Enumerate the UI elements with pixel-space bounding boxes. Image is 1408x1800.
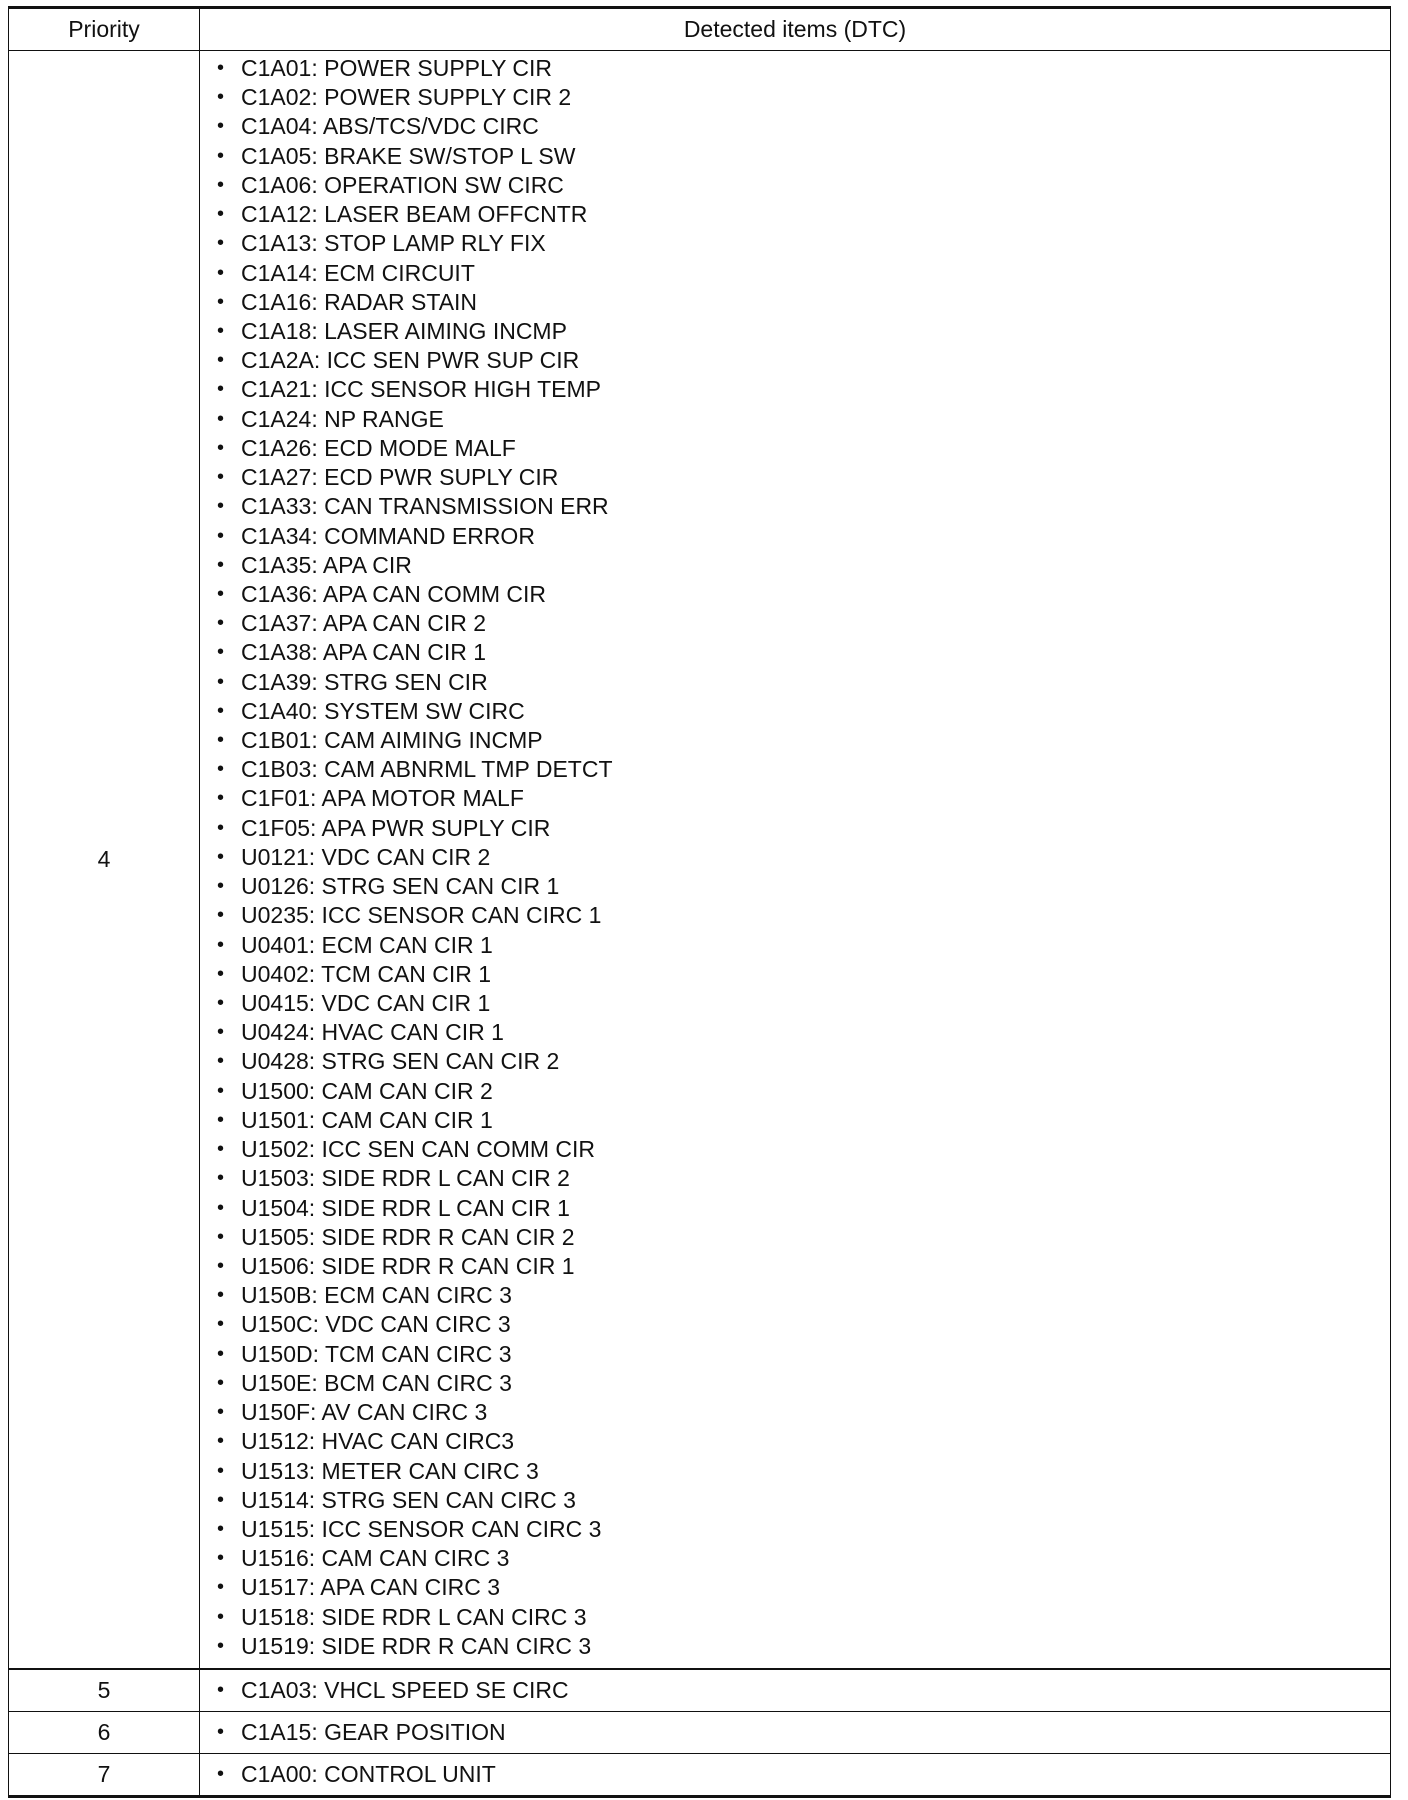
- list-item: [200, 463, 1390, 492]
- dtc-item-text: C1A15: GEAR POSITION: [241, 1718, 506, 1745]
- items-column-header: Detected items (DTC): [200, 8, 1391, 51]
- dtc-list: [200, 1760, 1390, 1789]
- list-item: [200, 814, 1390, 843]
- dtc-item-text: U0235: ICC SENSOR CAN CIRC 1: [241, 902, 602, 929]
- bullet-icon: •: [217, 1634, 225, 1657]
- dtc-item-text: U1505: SIDE RDR R CAN CIR 2: [241, 1223, 575, 1250]
- list-item: [200, 1573, 1390, 1602]
- priority-column-header: Priority: [9, 8, 200, 51]
- bullet-icon: •: [217, 933, 225, 956]
- list-item: [200, 492, 1390, 521]
- list-item: [200, 1515, 1390, 1544]
- list-item: [200, 1281, 1390, 1310]
- dtc-item-text: C1A03: VHCL SPEED SE CIRC: [241, 1676, 569, 1703]
- list-item: [200, 1603, 1390, 1632]
- list-item: [200, 1252, 1390, 1281]
- list-item: [200, 434, 1390, 463]
- priority-cell: 5: [9, 1669, 200, 1712]
- list-item: [200, 755, 1390, 784]
- bullet-icon: •: [217, 1762, 225, 1785]
- dtc-item-text: C1A18: LASER AIMING INCMP: [241, 317, 567, 344]
- bullet-icon: •: [217, 1167, 225, 1190]
- list-item: [200, 1194, 1390, 1223]
- bullet-icon: •: [217, 612, 225, 635]
- list-item: [200, 1632, 1390, 1661]
- dtc-item-text: C1A40: SYSTEM SW CIRC: [241, 697, 525, 724]
- dtc-item-text: U1512: HVAC CAN CIRC3: [241, 1428, 515, 1455]
- dtc-item-text: U1500: CAM CAN CIR 2: [241, 1077, 493, 1104]
- list-item: [200, 609, 1390, 638]
- bullet-icon: •: [217, 173, 225, 196]
- dtc-item-text: U1504: SIDE RDR L CAN CIR 1: [241, 1194, 570, 1221]
- dtc-item-text: C1F01: APA MOTOR MALF: [241, 785, 524, 812]
- dtc-item-text: C1A04: ABS/TCS/VDC CIRC: [241, 113, 539, 140]
- list-item: [200, 375, 1390, 404]
- table-row: [9, 51, 1391, 1670]
- bullet-icon: •: [217, 582, 225, 605]
- list-item: [200, 346, 1390, 375]
- list-item: [200, 1486, 1390, 1515]
- dtc-item-text: U1519: SIDE RDR R CAN CIRC 3: [241, 1632, 592, 1659]
- dtc-item-text: C1A05: BRAKE SW/STOP L SW: [241, 142, 576, 169]
- list-item: [200, 1223, 1390, 1252]
- priority-cell: 7: [9, 1754, 200, 1797]
- list-item: [200, 1018, 1390, 1047]
- dtc-item-text: U1515: ICC SENSOR CAN CIRC 3: [241, 1515, 602, 1542]
- dtc-item-text: C1A2A: ICC SEN PWR SUP CIR: [241, 347, 580, 374]
- bullet-icon: •: [217, 144, 225, 167]
- list-item: [200, 872, 1390, 901]
- list-item: [200, 83, 1390, 112]
- dtc-item-text: U1503: SIDE RDR L CAN CIR 2: [241, 1165, 570, 1192]
- bullet-icon: •: [217, 904, 225, 927]
- table-row: [9, 1754, 1391, 1797]
- dtc-item-text: U1501: CAM CAN CIR 1: [241, 1106, 493, 1133]
- bullet-icon: •: [217, 553, 225, 576]
- bullet-icon: •: [217, 1547, 225, 1570]
- table-row: [9, 1669, 1391, 1712]
- list-item: [200, 1310, 1390, 1339]
- detected-items-cell: [200, 51, 1391, 1670]
- list-item: [200, 1457, 1390, 1486]
- list-item: [200, 726, 1390, 755]
- dtc-item-text: U1518: SIDE RDR L CAN CIRC 3: [241, 1603, 587, 1630]
- bullet-icon: •: [217, 1459, 225, 1482]
- list-item: [200, 1369, 1390, 1398]
- dtc-list: [200, 1676, 1390, 1705]
- dtc-item-text: C1F05: APA PWR SUPLY CIR: [241, 814, 551, 841]
- dtc-item-text: C1A06: OPERATION SW CIRC: [241, 171, 564, 198]
- dtc-item-text: U0428: STRG SEN CAN CIR 2: [241, 1048, 560, 1075]
- table-row: [9, 1712, 1391, 1754]
- detected-items-cell: [200, 1712, 1391, 1754]
- bullet-icon: •: [217, 1488, 225, 1511]
- list-item: [200, 989, 1390, 1018]
- bullet-icon: •: [217, 57, 225, 79]
- list-item: [200, 1106, 1390, 1135]
- dtc-item-text: C1A37: APA CAN CIR 2: [241, 610, 487, 637]
- dtc-item-text: C1A02: POWER SUPPLY CIR 2: [241, 84, 572, 111]
- bullet-icon: •: [217, 378, 225, 401]
- list-item: [200, 697, 1390, 726]
- list-item: [200, 405, 1390, 434]
- bullet-icon: •: [217, 1678, 225, 1701]
- bullet-icon: •: [217, 1138, 225, 1161]
- dtc-item-text: U150D: TCM CAN CIRC 3: [241, 1340, 512, 1367]
- bullet-icon: •: [217, 466, 225, 489]
- list-item: [200, 1676, 1390, 1705]
- dtc-item-text: U150F: AV CAN CIRC 3: [241, 1399, 488, 1426]
- list-item: [200, 638, 1390, 667]
- bullet-icon: •: [217, 290, 225, 313]
- dtc-item-text: C1B01: CAM AIMING INCMP: [241, 727, 543, 754]
- bullet-icon: •: [217, 115, 225, 138]
- dtc-item-text: U1506: SIDE RDR R CAN CIR 1: [241, 1252, 575, 1279]
- bullet-icon: •: [217, 670, 225, 693]
- dtc-item-text: U150E: BCM CAN CIRC 3: [241, 1369, 512, 1396]
- dtc-item-text: U1502: ICC SEN CAN COMM CIR: [241, 1136, 596, 1163]
- bullet-icon: •: [217, 1576, 225, 1599]
- dtc-item-text: U150B: ECM CAN CIRC 3: [241, 1282, 512, 1309]
- bullet-icon: •: [217, 699, 225, 722]
- dtc-item-text: U0424: HVAC CAN CIR 1: [241, 1019, 504, 1046]
- bullet-icon: •: [217, 1342, 225, 1365]
- bullet-icon: •: [217, 232, 225, 255]
- detected-items-cell: [200, 1669, 1391, 1712]
- bullet-icon: •: [217, 1284, 225, 1307]
- bullet-icon: •: [217, 1050, 225, 1073]
- bullet-icon: •: [217, 816, 225, 839]
- list-item: [200, 317, 1390, 346]
- bullet-icon: •: [217, 319, 225, 342]
- bullet-icon: •: [217, 1605, 225, 1628]
- dtc-item-text: C1A01: POWER SUPPLY CIR: [241, 55, 553, 81]
- bullet-icon: •: [217, 349, 225, 372]
- dtc-item-text: C1A36: APA CAN COMM CIR: [241, 580, 547, 607]
- dtc-list: [200, 51, 1390, 1668]
- dtc-item-text: U1516: CAM CAN CIRC 3: [241, 1545, 510, 1572]
- dtc-item-text: U1514: STRG SEN CAN CIRC 3: [241, 1486, 576, 1513]
- list-item: [200, 1340, 1390, 1369]
- dtc-item-text: U150C: VDC CAN CIRC 3: [241, 1311, 511, 1338]
- table-body: [9, 51, 1391, 1797]
- bullet-icon: •: [217, 1196, 225, 1219]
- dtc-item-text: C1A21: ICC SENSOR HIGH TEMP: [241, 376, 601, 403]
- list-item: [200, 1544, 1390, 1573]
- dtc-item-text: C1A35: APA CIR: [241, 551, 412, 578]
- bullet-icon: •: [217, 495, 225, 518]
- list-item: [200, 200, 1390, 229]
- list-item: [200, 551, 1390, 580]
- list-item: [200, 1047, 1390, 1076]
- list-item: [200, 784, 1390, 813]
- list-item: [200, 142, 1390, 171]
- bullet-icon: •: [217, 1225, 225, 1248]
- bullet-icon: •: [217, 845, 225, 868]
- list-item: [200, 171, 1390, 200]
- dtc-item-text: U0126: STRG SEN CAN CIR 1: [241, 873, 560, 900]
- list-item: [200, 1398, 1390, 1427]
- list-item: [200, 843, 1390, 872]
- list-item: [200, 1077, 1390, 1106]
- bullet-icon: •: [217, 992, 225, 1014]
- bullet-icon: •: [217, 524, 225, 547]
- dtc-item-text: C1A24: NP RANGE: [241, 405, 444, 432]
- detected-items-cell: [200, 1754, 1391, 1797]
- bullet-icon: •: [217, 875, 225, 898]
- dtc-item-text: U0402: TCM CAN CIR 1: [241, 960, 492, 987]
- dtc-item-text: C1A00: CONTROL UNIT: [241, 1760, 496, 1787]
- table-header-row: [9, 8, 1391, 51]
- list-item: [200, 1760, 1390, 1789]
- bullet-icon: •: [217, 407, 225, 430]
- dtc-list: [200, 1718, 1390, 1747]
- list-item: [200, 960, 1390, 989]
- dtc-item-text: C1A14: ECM CIRCUIT: [241, 259, 475, 286]
- list-item: [200, 1427, 1390, 1456]
- list-item: [200, 580, 1390, 609]
- dtc-priority-table: [8, 6, 1391, 1798]
- bullet-icon: •: [217, 203, 225, 226]
- priority-cell: 4: [9, 51, 200, 1670]
- dtc-item-text: C1A38: APA CAN CIR 1: [241, 639, 487, 666]
- dtc-item-text: U0401: ECM CAN CIR 1: [241, 931, 493, 958]
- dtc-item-text: C1A12: LASER BEAM OFFCNTR: [241, 201, 588, 228]
- list-item: [200, 901, 1390, 930]
- dtc-item-text: C1A33: CAN TRANSMISSION ERR: [241, 493, 609, 520]
- dtc-item-text: U1513: METER CAN CIRC 3: [241, 1457, 539, 1484]
- bullet-icon: •: [217, 86, 225, 109]
- list-item: [200, 931, 1390, 960]
- dtc-item-text: C1B03: CAM ABNRML TMP DETCT: [241, 756, 613, 783]
- bullet-icon: •: [217, 1021, 225, 1044]
- bullet-icon: •: [217, 1430, 225, 1453]
- bullet-icon: •: [217, 1517, 225, 1540]
- bullet-icon: •: [217, 787, 225, 810]
- list-item: [200, 668, 1390, 697]
- dtc-item-text: U0415: VDC CAN CIR 1: [241, 990, 491, 1016]
- bullet-icon: •: [217, 962, 225, 985]
- list-item: [200, 229, 1390, 258]
- list-item: [200, 54, 1390, 83]
- dtc-item-text: U0121: VDC CAN CIR 2: [241, 843, 491, 870]
- bullet-icon: •: [217, 1313, 225, 1336]
- bullet-icon: •: [217, 758, 225, 781]
- dtc-item-text: C1A13: STOP LAMP RLY FIX: [241, 230, 546, 257]
- bullet-icon: •: [217, 1371, 225, 1394]
- list-item: [200, 112, 1390, 141]
- priority-cell: 6: [9, 1712, 200, 1754]
- list-item: [200, 1135, 1390, 1164]
- dtc-item-text: C1A39: STRG SEN CIR: [241, 668, 488, 695]
- list-item: [200, 288, 1390, 317]
- list-item: [200, 259, 1390, 288]
- dtc-item-text: C1A27: ECD PWR SUPLY CIR: [241, 464, 559, 491]
- bullet-icon: •: [217, 436, 225, 459]
- dtc-item-text: U1517: APA CAN CIRC 3: [241, 1574, 501, 1601]
- bullet-icon: •: [217, 1108, 225, 1131]
- dtc-item-text: C1A34: COMMAND ERROR: [241, 522, 535, 549]
- bullet-icon: •: [217, 1254, 225, 1277]
- bullet-icon: •: [217, 1079, 225, 1102]
- dtc-item-text: C1A26: ECD MODE MALF: [241, 434, 516, 461]
- list-item: [200, 1164, 1390, 1193]
- list-item: [200, 1718, 1390, 1747]
- bullet-icon: •: [217, 1720, 225, 1743]
- bullet-icon: •: [217, 641, 225, 664]
- dtc-item-text: C1A16: RADAR STAIN: [241, 288, 478, 315]
- bullet-icon: •: [217, 729, 225, 752]
- list-item: [200, 522, 1390, 551]
- bullet-icon: •: [217, 261, 225, 284]
- bullet-icon: •: [217, 1401, 225, 1424]
